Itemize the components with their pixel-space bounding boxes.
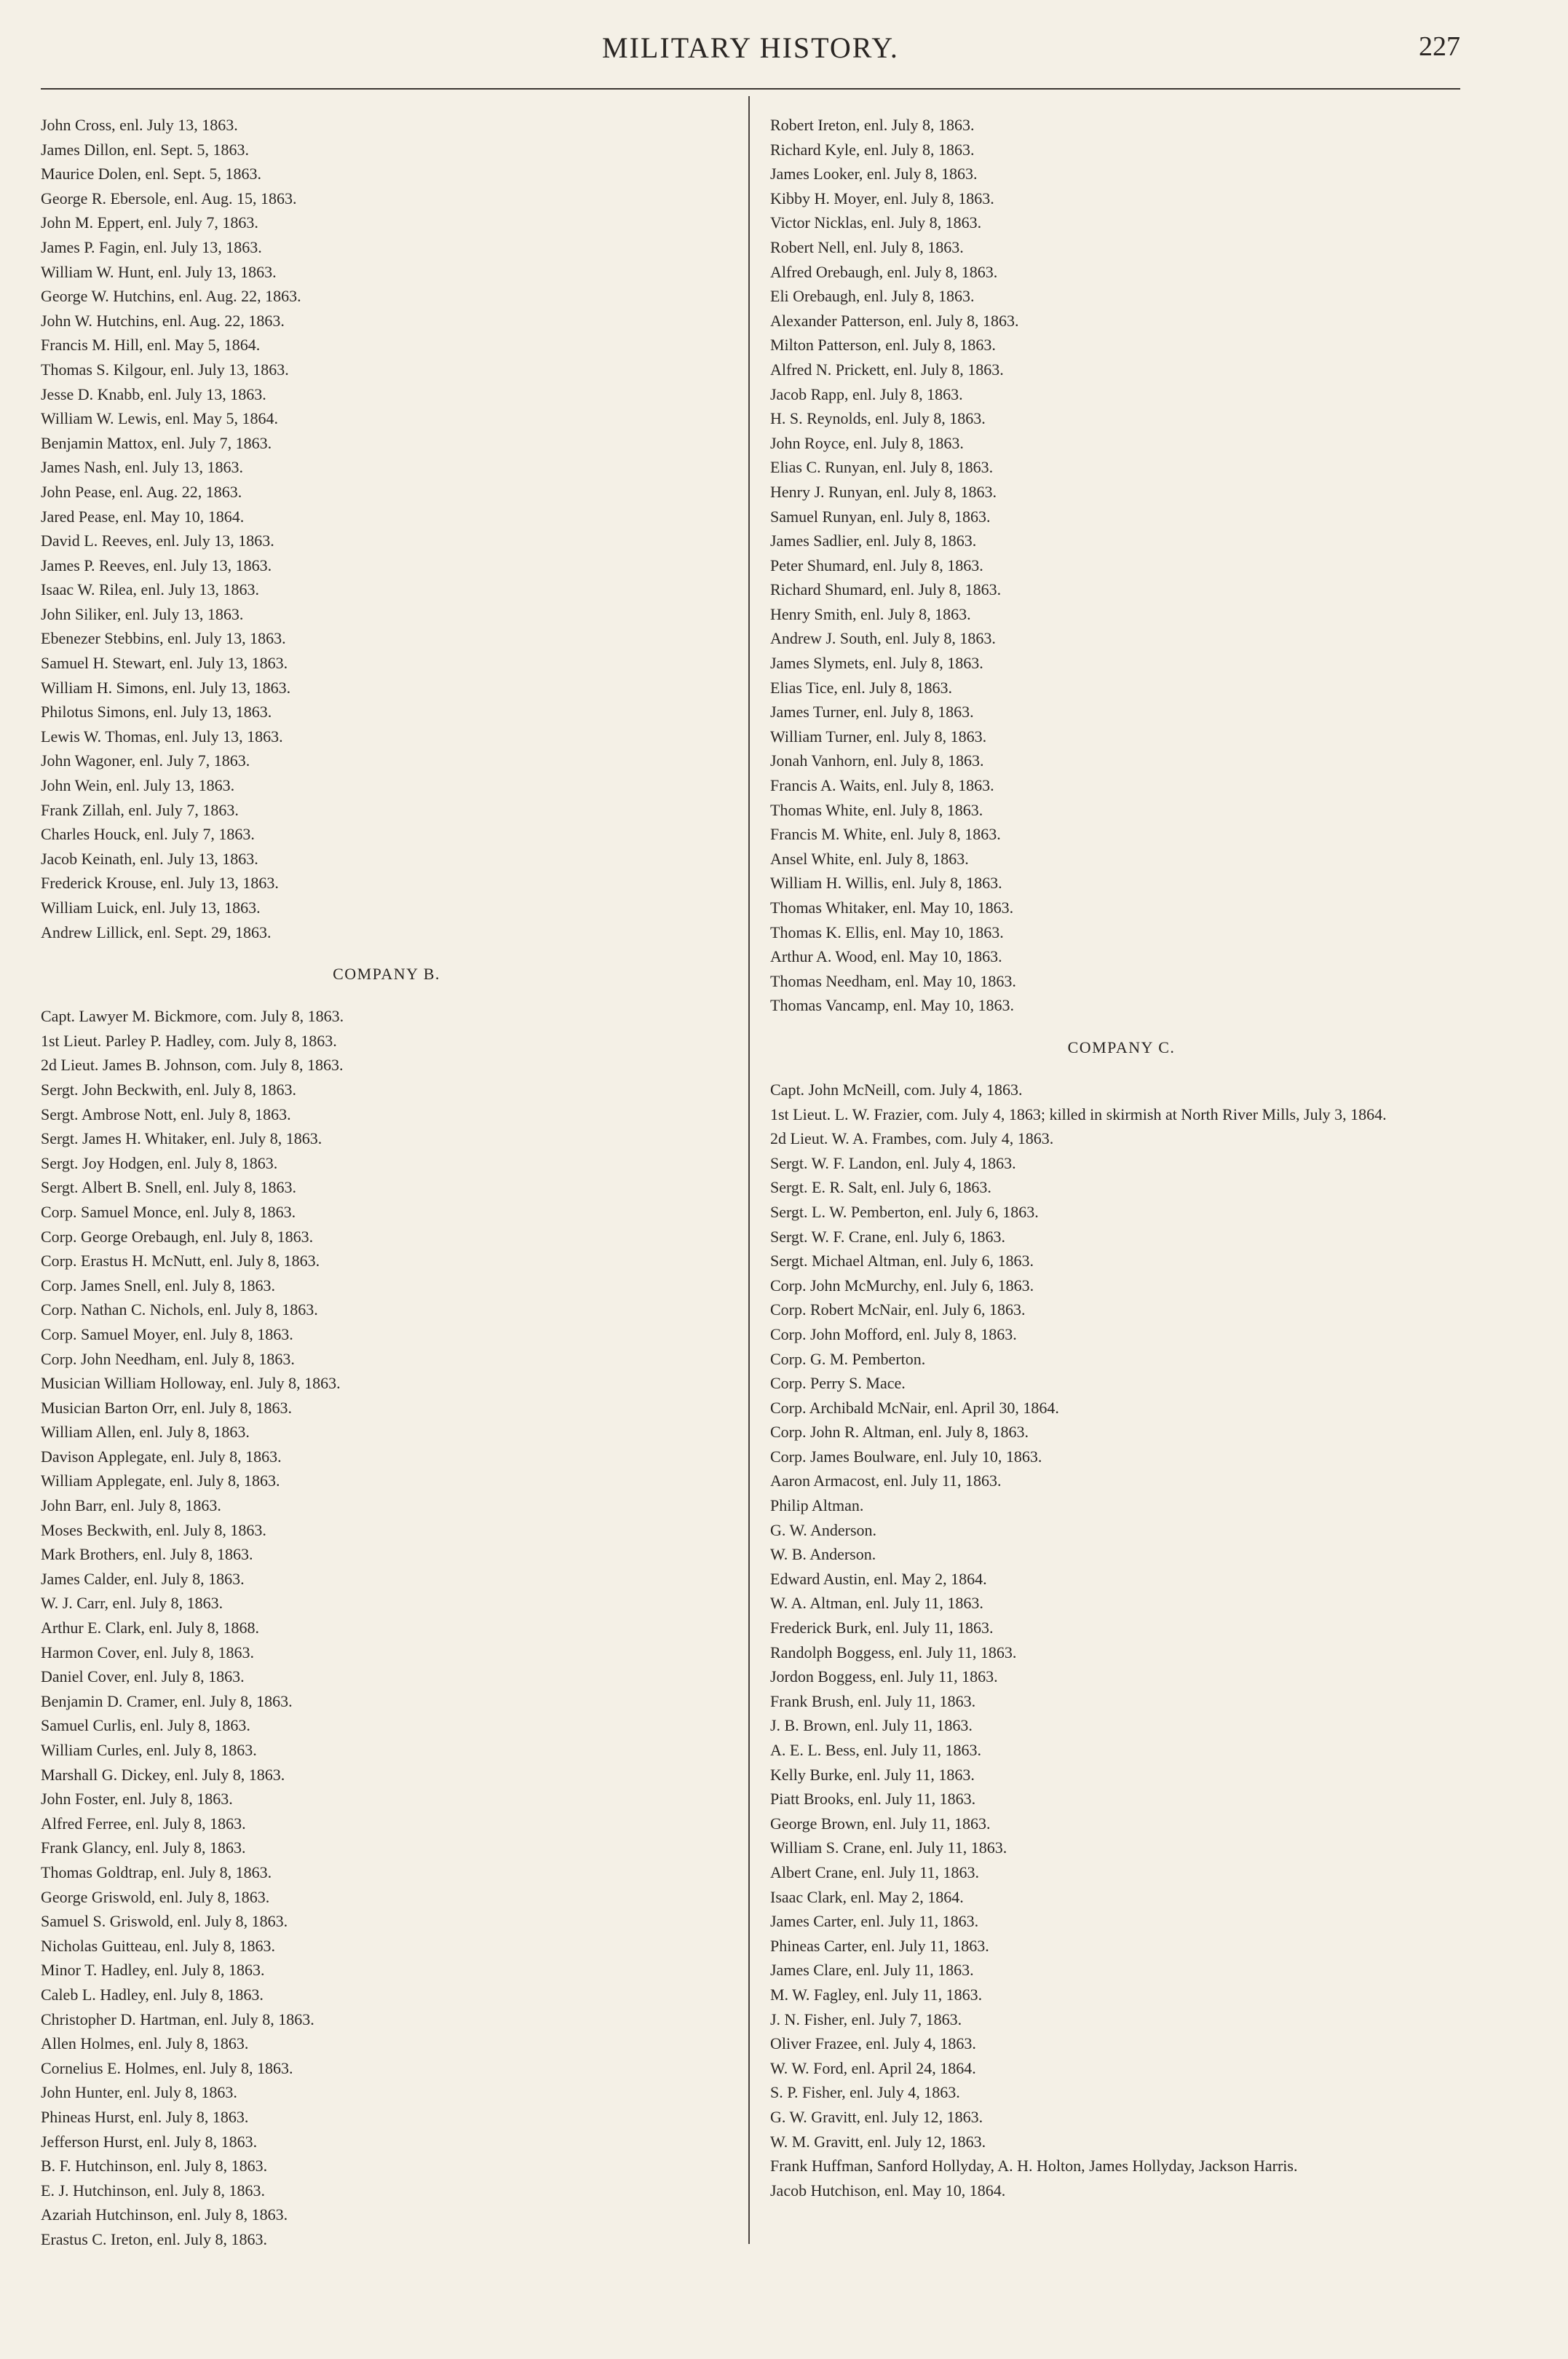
roster-entry: Samuel S. Griswold, enl. July 8, 1863. xyxy=(41,1912,288,1931)
roster-entry: Cornelius E. Holmes, enl. July 8, 1863. xyxy=(41,2058,293,2077)
roster-entry: J. N. Fisher, enl. July 7, 1863. xyxy=(770,2010,962,2028)
roster-entry: Frank Glancy, enl. July 8, 1863. xyxy=(41,1838,246,1857)
roster-entry: James Turner, enl. July 8, 1863. xyxy=(770,703,974,722)
roster-entry: John W. Hutchins, enl. Aug. 22, 1863. xyxy=(41,311,285,330)
roster-entry: E. J. Hutchinson, enl. July 8, 1863. xyxy=(41,2181,265,2200)
roster-entry: Minor T. Hadley, enl. July 8, 1863. xyxy=(41,1961,265,1980)
roster-entry: Davison Applegate, enl. July 8, 1863. xyxy=(41,1447,282,1466)
roster-entry: Henry J. Runyan, enl. July 8, 1863. xyxy=(770,482,997,501)
roster-entry: Capt. John McNeill, com. July 4, 1863. xyxy=(770,1080,1023,1099)
roster-entry: Francis M. Hill, enl. May 5, 1864. xyxy=(41,336,261,355)
roster-entry: James P. Fagin, enl. July 13, 1863. xyxy=(41,237,262,256)
roster-entry: Arthur E. Clark, enl. July 8, 1868. xyxy=(41,1619,260,1637)
roster-entry: William Applegate, enl. July 8, 1863. xyxy=(41,1471,280,1490)
roster-entry: Thomas Goldtrap, enl. July 8, 1863. xyxy=(41,1862,272,1881)
roster-entry: John Pease, enl. Aug. 22, 1863. xyxy=(41,482,242,501)
roster-entry: Maurice Dolen, enl. Sept. 5, 1863. xyxy=(41,165,262,183)
roster-entry: Andrew Lillick, enl. Sept. 29, 1863. xyxy=(41,922,272,941)
right-column xyxy=(770,113,1473,2202)
roster-entry: Piatt Brooks, enl. July 11, 1863. xyxy=(770,1790,976,1809)
roster-entry: W. M. Gravitt, enl. July 12, 1863. xyxy=(770,2132,986,2151)
roster-entry: Christopher D. Hartman, enl. July 8, 1863. xyxy=(41,2010,314,2028)
roster-entry: Corp. Perry S. Mace. xyxy=(770,1374,906,1393)
roster-entry: Aaron Armacost, enl. July 11, 1863. xyxy=(770,1471,1002,1490)
roster-entry: William W. Lewis, enl. May 5, 1864. xyxy=(41,409,279,428)
roster-entry: Corp. Erastus H. McNutt, enl. July 8, 1863. xyxy=(41,1252,320,1271)
roster-entry: Corp. Archibald McNair, enl. April 30, 1864. xyxy=(770,1398,1059,1417)
roster-entry: John Wagoner, enl. July 7, 1863. xyxy=(41,751,250,770)
roster-entry: Jacob Rapp, enl. July 8, 1863. xyxy=(770,384,963,403)
roster-entry: Benjamin D. Cramer, enl. July 8, 1863. xyxy=(41,1691,293,1710)
roster-entry: Corp. James Snell, enl. July 8, 1863. xyxy=(41,1276,276,1295)
roster-entry: James Carter, enl. July 11, 1863. xyxy=(770,1912,979,1931)
roster-entry: Edward Austin, enl. May 2, 1864. xyxy=(770,1569,987,1588)
left-column xyxy=(41,113,732,2251)
roster-entry: Samuel H. Stewart, enl. July 13, 1863. xyxy=(41,654,288,673)
roster-entry: Ebenezer Stebbins, enl. July 13, 1863. xyxy=(41,629,286,648)
roster-entry: Azariah Hutchinson, enl. July 8, 1863. xyxy=(41,2205,288,2224)
roster-entry: Musician William Holloway, enl. July 8, 1863. xyxy=(41,1374,341,1393)
roster-entry: Harmon Cover, enl. July 8, 1863. xyxy=(41,1643,255,1661)
roster-entry: Victor Nicklas, enl. July 8, 1863. xyxy=(770,213,982,232)
roster-entry: Corp. John Mofford, enl. July 8, 1863. xyxy=(770,1324,1017,1343)
roster-entry: Sergt. Albert B. Snell, enl. July 8, 1863. xyxy=(41,1178,296,1197)
roster-entry: W. W. Ford, enl. April 24, 1864. xyxy=(770,2058,976,2077)
roster-entry: Arthur A. Wood, enl. May 10, 1863. xyxy=(770,947,1002,966)
roster-entry: Sergt. Ambrose Nott, enl. July 8, 1863. xyxy=(41,1105,291,1123)
roster-entry: Corp. G. M. Pemberton. xyxy=(770,1349,926,1368)
roster-entry: William Turner, enl. July 8, 1863. xyxy=(770,727,987,746)
company-b-heading: COMPANY B. xyxy=(333,965,440,984)
roster-entry: Thomas Needham, enl. May 10, 1863. xyxy=(770,971,1016,990)
roster-entry: William H. Willis, enl. July 8, 1863. xyxy=(770,874,1002,893)
roster-entry: G. W. Gravitt, enl. July 12, 1863. xyxy=(770,2107,983,2126)
roster-entry: 2d Lieut. James B. Johnson, com. July 8, 1863. xyxy=(41,1056,344,1075)
roster-entry: Kelly Burke, enl. July 11, 1863. xyxy=(770,1765,975,1784)
roster-entry: John Siliker, enl. July 13, 1863. xyxy=(41,604,244,623)
roster-entry: 1st Lieut. Parley P. Hadley, com. July 8, 1863. xyxy=(41,1031,337,1050)
roster-entry: Musician Barton Orr, enl. July 8, 1863. xyxy=(41,1398,292,1417)
roster-entry: Frederick Krouse, enl. July 13, 1863. xyxy=(41,874,279,893)
roster-entry: Alfred Ferree, enl. July 8, 1863. xyxy=(41,1814,246,1833)
roster-entry: W. J. Carr, enl. July 8, 1863. xyxy=(41,1594,223,1613)
roster-entry: Caleb L. Hadley, enl. July 8, 1863. xyxy=(41,1985,264,2004)
roster-entry: James Sadlier, enl. July 8, 1863. xyxy=(770,532,977,550)
roster-entry: Randolph Boggess, enl. July 11, 1863. xyxy=(770,1643,1017,1661)
roster-entry: Sergt. Joy Hodgen, enl. July 8, 1863. xyxy=(41,1153,278,1172)
roster-entry: Elias Tice, enl. July 8, 1863. xyxy=(770,678,952,697)
roster-entry: M. W. Fagley, enl. July 11, 1863. xyxy=(770,1985,983,2004)
roster-entry: W. A. Altman, enl. July 11, 1863. xyxy=(770,1594,983,1613)
page-header xyxy=(41,29,1460,73)
roster-entry: Henry Smith, enl. July 8, 1863. xyxy=(770,604,971,623)
roster-entry: Corp. Samuel Monce, enl. July 8, 1863. xyxy=(41,1202,296,1221)
roster-entry: George Brown, enl. July 11, 1863. xyxy=(770,1814,991,1833)
roster-entry: Francis M. White, enl. July 8, 1863. xyxy=(770,825,1001,844)
running-title: MILITARY HISTORY. xyxy=(602,31,899,64)
roster-entry: John Wein, enl. July 13, 1863. xyxy=(41,776,235,795)
roster-entry: William Luick, enl. July 13, 1863. xyxy=(41,898,261,917)
roster-entry: Isaac W. Rilea, enl. July 13, 1863. xyxy=(41,580,260,599)
roster-entry: Thomas White, enl. July 8, 1863. xyxy=(770,800,983,819)
roster-entry: 1st Lieut. L. W. Frazier, com. July 4, 1863; killed in skirmish at North River Mills, July 3, 1864. xyxy=(770,1105,1387,1123)
roster-entry: James P. Reeves, enl. July 13, 1863. xyxy=(41,556,272,574)
roster-entry: Philip Altman. xyxy=(770,1496,864,1515)
roster-entry: Sergt. James H. Whitaker, enl. July 8, 1863. xyxy=(41,1129,322,1148)
roster-entry: Thomas S. Kilgour, enl. July 13, 1863. xyxy=(41,360,289,379)
roster-entry: Jonah Vanhorn, enl. July 8, 1863. xyxy=(770,751,984,770)
roster-entry: Thomas K. Ellis, enl. May 10, 1863. xyxy=(770,922,1004,941)
roster-entry: Milton Patterson, enl. July 8, 1863. xyxy=(770,336,996,355)
roster-entry: Alexander Patterson, enl. July 8, 1863. xyxy=(770,311,1019,330)
roster-entry: Andrew J. South, enl. July 8, 1863. xyxy=(770,629,996,648)
roster-entry: Corp. John McMurchy, enl. July 6, 1863. xyxy=(770,1276,1034,1295)
roster-entry: George W. Hutchins, enl. Aug. 22, 1863. xyxy=(41,287,301,306)
roster-entry: Eli Orebaugh, enl. July 8, 1863. xyxy=(770,287,975,306)
roster-entry: Jefferson Hurst, enl. July 8, 1863. xyxy=(41,2132,258,2151)
roster-entry: Jacob Hutchison, enl. May 10, 1864. xyxy=(770,2181,1006,2200)
roster-entry: Corp. Robert McNair, enl. July 6, 1863. xyxy=(770,1300,1026,1319)
roster-entry: J. B. Brown, enl. July 11, 1863. xyxy=(770,1716,973,1735)
roster-entry: Nicholas Guitteau, enl. July 8, 1863. xyxy=(41,1936,276,1955)
roster-entry: A. E. L. Bess, enl. July 11, 1863. xyxy=(770,1741,982,1759)
roster-entry: James Looker, enl. July 8, 1863. xyxy=(770,165,978,183)
roster-entry: Sergt. E. R. Salt, enl. July 6, 1863. xyxy=(770,1178,991,1197)
roster-entry: Isaac Clark, enl. May 2, 1864. xyxy=(770,1887,964,1906)
roster-entry: Jared Pease, enl. May 10, 1864. xyxy=(41,507,245,526)
roster-entry: Albert Crane, enl. July 11, 1863. xyxy=(770,1862,979,1881)
roster-entry: Alfred Orebaugh, enl. July 8, 1863. xyxy=(770,262,998,281)
header-rule xyxy=(41,88,1460,90)
roster-entry: Robert Nell, enl. July 8, 1863. xyxy=(770,237,964,256)
roster-entry: Lewis W. Thomas, enl. July 13, 1863. xyxy=(41,727,283,746)
roster-entry: Jacob Keinath, enl. July 13, 1863. xyxy=(41,849,258,868)
roster-entry: Daniel Cover, enl. July 8, 1863. xyxy=(41,1667,245,1686)
roster-entry: Corp. George Orebaugh, enl. July 8, 1863. xyxy=(41,1227,314,1246)
roster-entry: Robert Ireton, enl. July 8, 1863. xyxy=(770,116,975,134)
roster-entry: John Barr, enl. July 8, 1863. xyxy=(41,1496,221,1515)
roster-entry: Elias C. Runyan, enl. July 8, 1863. xyxy=(770,458,994,477)
roster-entry: Erastus C. Ireton, enl. July 8, 1863. xyxy=(41,2229,268,2248)
roster-entry: Sergt. W. F. Crane, enl. July 6, 1863. xyxy=(770,1227,1005,1246)
roster-entry: John Royce, enl. July 8, 1863. xyxy=(770,433,964,452)
roster-entry: John M. Eppert, enl. July 7, 1863. xyxy=(41,213,258,232)
roster-entry: James Dillon, enl. Sept. 5, 1863. xyxy=(41,140,249,159)
roster-entry: Corp. Samuel Moyer, enl. July 8, 1863. xyxy=(41,1324,293,1343)
roster-entry: H. S. Reynolds, enl. July 8, 1863. xyxy=(770,409,986,428)
roster-entry: Kibby H. Moyer, enl. July 8, 1863. xyxy=(770,189,994,208)
roster-entry: Alfred N. Prickett, enl. July 8, 1863. xyxy=(770,360,1004,379)
roster-entry: Francis A. Waits, enl. July 8, 1863. xyxy=(770,776,994,795)
roster-entry: Moses Beckwith, enl. July 8, 1863. xyxy=(41,1520,266,1539)
roster-entry: B. F. Hutchinson, enl. July 8, 1863. xyxy=(41,2157,268,2176)
roster-entry: Corp. John Needham, enl. July 8, 1863. xyxy=(41,1349,295,1368)
roster-entry: Marshall G. Dickey, enl. July 8, 1863. xyxy=(41,1765,285,1784)
roster-entry: John Cross, enl. July 13, 1863. xyxy=(41,116,238,134)
roster-entry: William S. Crane, enl. July 11, 1863. xyxy=(770,1838,1007,1857)
company-c-heading: COMPANY C. xyxy=(1067,1038,1176,1056)
roster-entry: George R. Ebersole, enl. Aug. 15, 1863. xyxy=(41,189,297,208)
roster-entry: Phineas Carter, enl. July 11, 1863. xyxy=(770,1936,989,1955)
roster-entry: Jordon Boggess, enl. July 11, 1863. xyxy=(770,1667,998,1686)
roster-entry: Frank Brush, enl. July 11, 1863. xyxy=(770,1691,976,1710)
roster-entry: Corp. James Boulware, enl. July 10, 1863. xyxy=(770,1447,1042,1466)
roster-entry: Sergt. John Beckwith, enl. July 8, 1863. xyxy=(41,1080,296,1099)
roster-entry: Phineas Hurst, enl. July 8, 1863. xyxy=(41,2107,249,2126)
roster-entry: James Clare, enl. July 11, 1863. xyxy=(770,1961,974,1980)
roster-entry: Samuel Runyan, enl. July 8, 1863. xyxy=(770,507,991,526)
roster-entry: Corp. John R. Altman, enl. July 8, 1863. xyxy=(770,1423,1029,1442)
roster-entry: Capt. Lawyer M. Bickmore, com. July 8, 1863. xyxy=(41,1007,344,1026)
roster-entry: 2d Lieut. W. A. Frambes, com. July 4, 1863. xyxy=(770,1129,1054,1148)
roster-entry: Mark Brothers, enl. July 8, 1863. xyxy=(41,1545,253,1564)
roster-entry: Richard Shumard, enl. July 8, 1863. xyxy=(770,580,1002,599)
column-divider xyxy=(748,96,750,2244)
roster-entry: William Allen, enl. July 8, 1863. xyxy=(41,1423,250,1442)
roster-entry: Sergt. W. F. Landon, enl. July 4, 1863. xyxy=(770,1153,1016,1172)
roster-entry: Samuel Curlis, enl. July 8, 1863. xyxy=(41,1716,250,1735)
roster-entry: James Slymets, enl. July 8, 1863. xyxy=(770,654,983,673)
roster-entry: Frederick Burk, enl. July 11, 1863. xyxy=(770,1619,994,1637)
roster-entry: Jesse D. Knabb, enl. July 13, 1863. xyxy=(41,384,266,403)
roster-entry: John Hunter, enl. July 8, 1863. xyxy=(41,2083,237,2102)
roster-entry: James Nash, enl. July 13, 1863. xyxy=(41,458,244,477)
roster-entry: Charles Houck, enl. July 7, 1863. xyxy=(41,825,255,844)
roster-entry: Peter Shumard, enl. July 8, 1863. xyxy=(770,556,983,574)
page-number: 227 xyxy=(1419,31,1460,62)
roster-entry: Frank Huffman, Sanford Hollyday, A. H. Holton, James Hollyday, Jackson Harris. xyxy=(770,2157,1298,2176)
roster-entry: Allen Holmes, enl. July 8, 1863. xyxy=(41,2034,249,2053)
roster-entry: David L. Reeves, enl. July 13, 1863. xyxy=(41,532,274,550)
roster-entry: Frank Zillah, enl. July 7, 1863. xyxy=(41,800,239,819)
roster-entry: S. P. Fisher, enl. July 4, 1863. xyxy=(770,2083,960,2102)
roster-entry: George Griswold, enl. July 8, 1863. xyxy=(41,1887,270,1906)
roster-entry: Thomas Vancamp, enl. May 10, 1863. xyxy=(770,996,1015,1015)
roster-entry: Corp. Nathan C. Nichols, enl. July 8, 1863. xyxy=(41,1300,318,1319)
roster-entry: James Calder, enl. July 8, 1863. xyxy=(41,1569,245,1588)
roster-entry: Thomas Whitaker, enl. May 10, 1863. xyxy=(770,898,1014,917)
roster-entry: William Curles, enl. July 8, 1863. xyxy=(41,1741,257,1759)
roster-entry: Philotus Simons, enl. July 13, 1863. xyxy=(41,703,272,722)
roster-entry: John Foster, enl. July 8, 1863. xyxy=(41,1790,233,1809)
roster-entry: Benjamin Mattox, enl. July 7, 1863. xyxy=(41,433,272,452)
roster-entry: Sergt. L. W. Pemberton, enl. July 6, 1863. xyxy=(770,1202,1039,1221)
roster-entry: Richard Kyle, enl. July 8, 1863. xyxy=(770,140,975,159)
roster-entry: William W. Hunt, enl. July 13, 1863. xyxy=(41,262,277,281)
roster-entry: William H. Simons, enl. July 13, 1863. xyxy=(41,678,291,697)
roster-entry: W. B. Anderson. xyxy=(770,1545,876,1564)
roster-entry: G. W. Anderson. xyxy=(770,1520,877,1539)
roster-entry: Ansel White, enl. July 8, 1863. xyxy=(770,849,969,868)
roster-entry: Sergt. Michael Altman, enl. July 6, 1863. xyxy=(770,1252,1034,1271)
roster-entry: Oliver Frazee, enl. July 4, 1863. xyxy=(770,2034,976,2053)
